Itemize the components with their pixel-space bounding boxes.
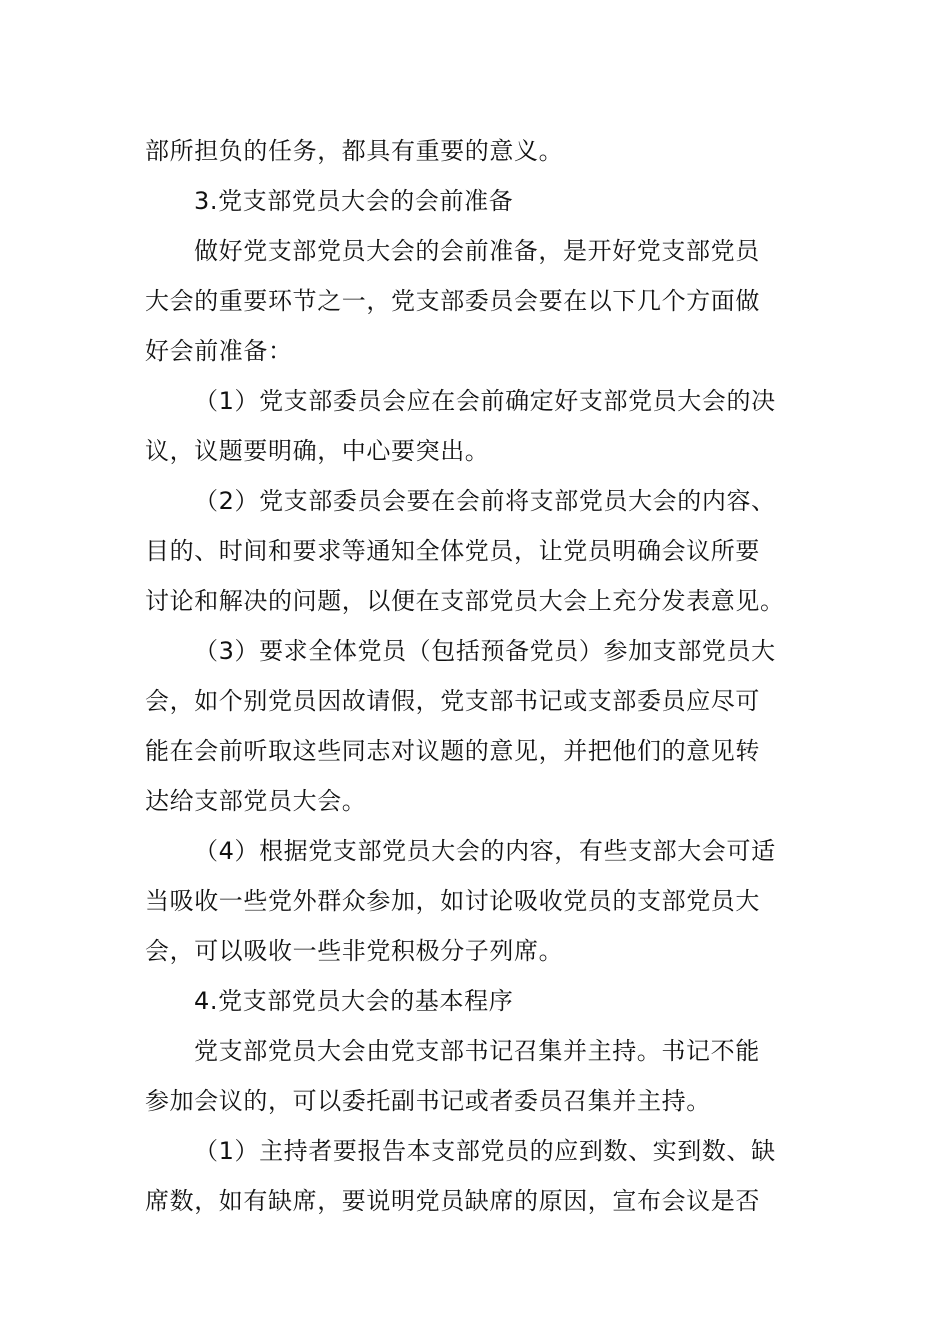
text-line: 讨论和解决的问题，以便在支部党员大会上充分发表意见。 [145,587,785,615]
list-item-line: （2）党支部委员会要在会前将支部党员大会的内容、 [194,487,776,515]
text-line: 达给支部党员大会。 [145,787,367,815]
text-line: 大会的重要环节之一，党支部委员会要在以下几个方面做 [145,287,760,315]
text-line: 部所担负的任务，都具有重要的意义。 [145,137,564,165]
text-line: 当吸收一些党外群众参加，如讨论吸收党员的支部党员大 [145,887,760,915]
text-line: 议，议题要明确，中心要突出。 [145,437,490,465]
section-heading: 4.党支部党员大会的基本程序 [194,987,514,1015]
list-item-line: （3）要求全体党员（包括预备党员）参加支部党员大 [194,637,776,665]
text-line: 参加会议的，可以委托副书记或者委员召集并主持。 [145,1087,711,1115]
document-body [145,126,809,1226]
text-line: 会，如个别党员因故请假，党支部书记或支部委员应尽可 [145,687,760,715]
text-line: 席数，如有缺席，要说明党员缺席的原因，宣布会议是否 [145,1187,760,1215]
text-line: 目的、时间和要求等通知全体党员，让党员明确会议所要 [145,537,760,565]
list-item-line: （4）根据党支部党员大会的内容，有些支部大会可适 [194,837,776,865]
text-line: 好会前准备： [145,337,293,365]
list-item-line: （1）主持者要报告本支部党员的应到数、实到数、缺 [194,1137,776,1165]
text-line: 能在会前听取这些同志对议题的意见，并把他们的意见转 [145,737,760,765]
section-heading: 3.党支部党员大会的会前准备 [194,187,514,215]
list-item-line: （1）党支部委员会应在会前确定好支部党员大会的决 [194,387,776,415]
text-line: 党支部党员大会由党支部书记召集并主持。书记不能 [194,1037,760,1065]
text-line: 做好党支部党员大会的会前准备，是开好党支部党员 [194,237,760,265]
text-line: 会，可以吸收一些非党积极分子列席。 [145,937,564,965]
